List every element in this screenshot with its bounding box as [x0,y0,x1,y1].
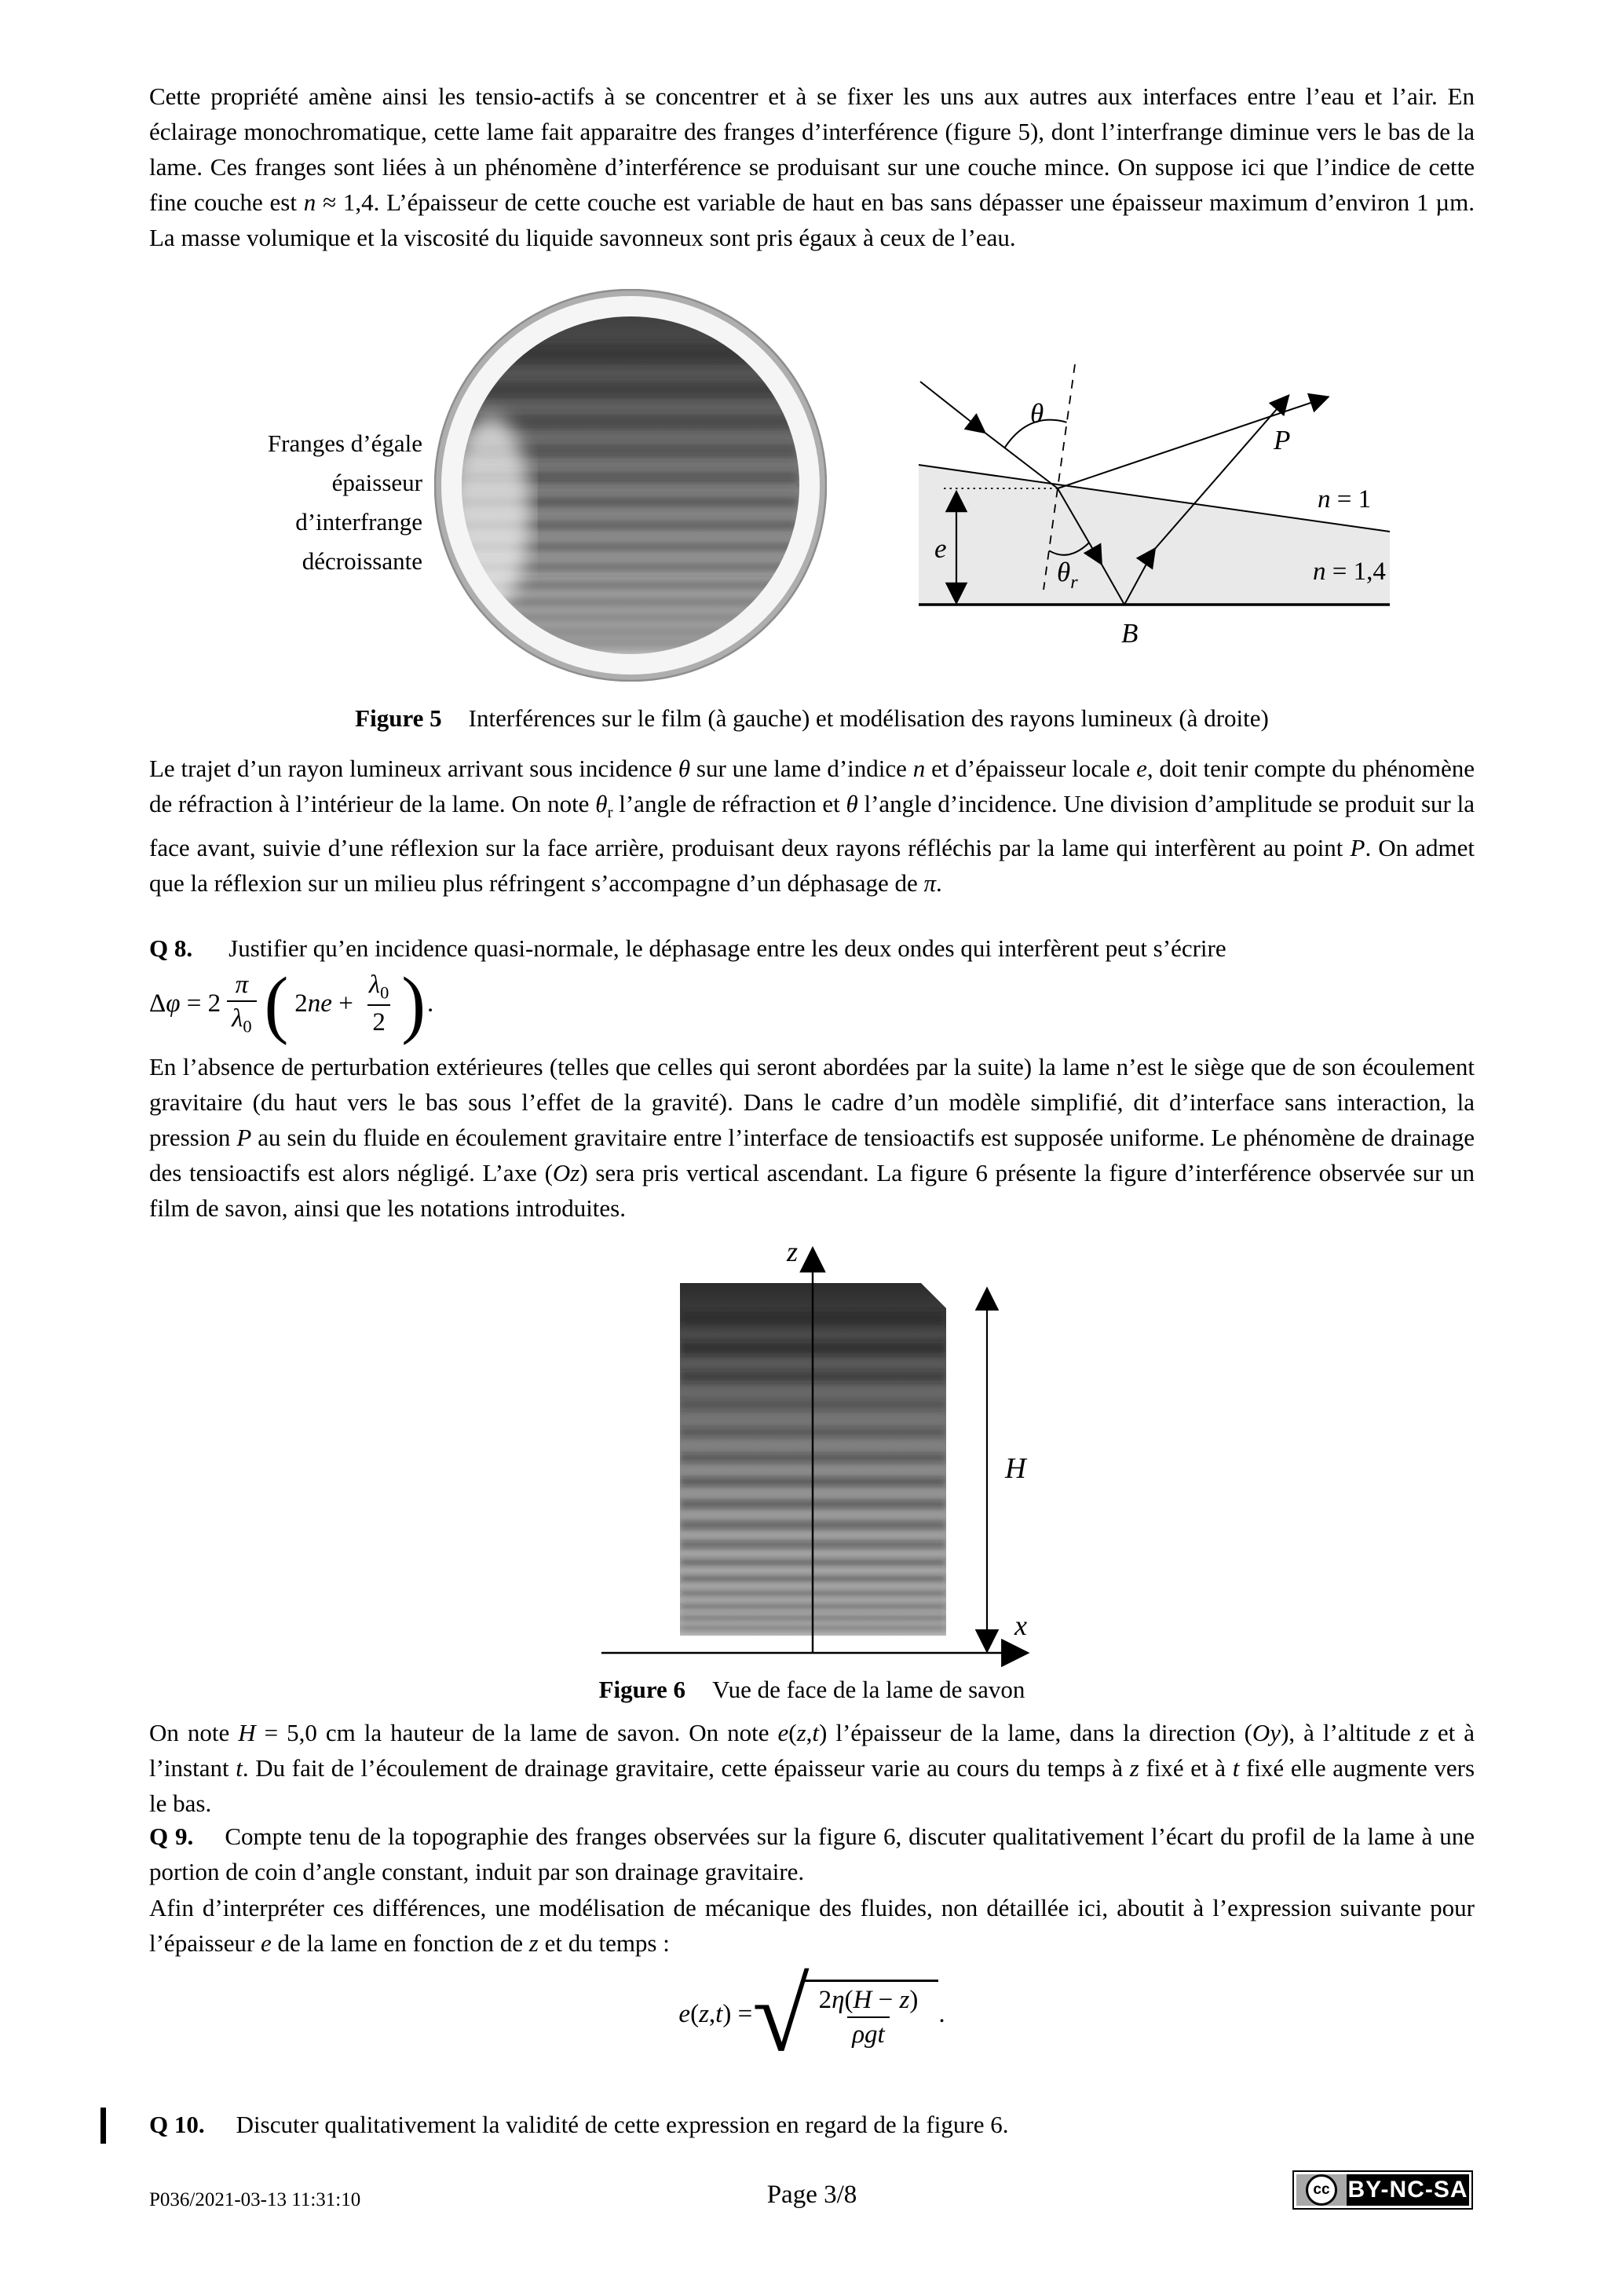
figure6-caption-text: Vue de face de la lame de savon [712,1676,1025,1703]
height-definition-paragraph: On note H = 5,0 cm la hauteur de la lame de savon. On note e(z,t) l’épaisseur de la lame, dans la direction (Oy), à l’altitude z et à l’instant t. Du fait de l’écoulement de drainage gravitaire, cette épaisseur varie au cours du temps à z fixé et à t fixé elle augmente vers le bas. [149,1719,1475,1817]
B-label: B [1121,618,1139,649]
side-label-line: Franges d’égale [267,430,422,457]
cc-license-badge [1292,2170,1473,2210]
question-9-label: Q 9. [149,1823,194,1850]
index-air-label: n = 1 [1318,485,1372,514]
z-axis-label: z [787,1236,799,1267]
theta-r-label: $\theta_r$ [1057,557,1078,593]
figure5-film-photo [434,289,827,682]
cc-logo-panel [1294,2172,1347,2208]
figure6-caption [149,1676,1475,1704]
intro-paragraph: Cette propriété amène ainsi les tensio-actifs à se concentrer et à se fixer les uns aux autres aux interfaces entre l’eau et l’air. En éclairage monochromatique, cette lame fait apparaitre des franges d’interférence (figure 5), dont l’interfrange diminue vers le bas de la lame. Ces franges sont liées à un phénomène d’interférence se produisant sur une couche mince. On suppose ici que l’indice de cette fine couche est n ≈ 1,4. L’épaisseur de cette couche est variable de haut en bas sans dépasser une épaisseur maximum d’environ 1 µm. La masse volumique et la viscosité du liquide savonneux sont pris égaux à ceux de l’eau. [149,82,1475,251]
side-label-line: épaisseur [331,469,422,496]
question-8-label: Q 8. [149,934,193,962]
figure5-side-label [146,424,422,581]
ray-path-paragraph: Le trajet d’un rayon lumineux arrivant sous incidence θ sur une lame d’indice n et d’épaisseur locale e, doit tenir compte du phénomène de réfraction à l’intérieur de la lame. On note $\theta_r$ l’angle de réfraction et θ l’angle d’incidence. Une division d’amplitude se produit sur la face avant, suivie d’une réflexion sur la face arrière, produisant deux rayons réfléchis par la lame qui interfèrent au point P. On admet que la réflexion sur un milieu plus réfringent s’accompagne d’un déphasage de π. [149,755,1475,898]
model-intro-paragraph: Afin d’interpréter ces différences, une modélisation de mécanique des fluides, non détaillée ici, aboutit à l’expression suivante pour l’épaisseur e de la lame en fonction de z et du temps : [149,1894,1475,1957]
side-label-line: décroissante [302,547,422,575]
question-10-label: Q 10. [149,2111,205,2138]
formula-lhs: Δφ = 2 [149,989,221,1018]
H-label: H [1005,1453,1026,1485]
question-8-text: Justifier qu’en incidence quasi-normale, le déphasage entre les deux ondes qui interfèrent peut s’écrire [228,934,1226,962]
question-9 [149,1819,1475,1889]
theta-label: θ [1030,398,1044,429]
formula-period: . [426,989,434,1018]
index-film-label: n = 1,4 [1313,558,1386,586]
thickness-formula [149,1955,1475,2073]
fraction-under-root: $\frac{2\eta(H - z)}{\text{ρgt}}$ [818,1986,919,2049]
figure6-soap-film-front-view [581,1233,1052,1673]
figure5-caption [149,704,1475,733]
square-root: √ $\frac{2\eta(H - z)}{\text{ρgt}}$ [752,1980,938,2048]
fraction-lambda0-2: $\frac{\lambda_0}{2}$ [368,970,389,1036]
figure6-caption-tag: Figure 6 [598,1676,686,1703]
figure5-caption-tag: Figure 5 [355,704,442,732]
fraction-pi-lambda0: $\frac{\pi}{\lambda_0}$ [227,971,257,1036]
question-9-text: Compte tenu de la topographie des franges observées sur la figure 6, discuter qualitativement l’écart du profil de la lame à une portion de coin d’angle constant, induit par son drainage gravitaire. [149,1823,1475,1885]
footer-page-number: Page 3/8 [766,2181,857,2209]
phase-shift-formula: Δφ = 2 $\frac{\pi}{\lambda_0}$ ( 2ne + $\frac{\lambda_0}{2}$ ) . [149,961,434,1046]
side-label-line: d’interfrange [295,508,422,536]
e-label: e [934,533,947,564]
cc-logo-icon: cc [1306,2174,1337,2206]
radicand [802,1980,939,2048]
formula-term: 2ne + [294,989,353,1018]
footer-document-id: P036/2021-03-13 11:31:10 [149,2189,361,2210]
question-10-text: Discuter qualitativement la validité de cette expression en regard de la figure 6. [236,2111,1009,2138]
formula-lhs: e(z,t) = [678,1999,753,2028]
figure5-ray-diagram [903,330,1555,667]
question-10 [149,2107,1475,2142]
x-axis-label: x [1014,1610,1027,1641]
P-label: P [1274,425,1291,455]
figure5-caption-text: Interférences sur le film (à gauche) et modélisation des rayons lumineux (à droite) [468,704,1269,732]
gravity-flow-paragraph: En l’absence de perturbation extérieures (telles que celles qui seront abordées par la suite) la lame n’est le siège que de son écoulement gravitaire (du haut vers le bas sous l’effet de la gravité). Dans le cadre d’un modèle simplifié, dit d’interface sans interaction, la pression P au sein du fluide en écoulement gravitaire entre l’interface de tensioactifs est supposée uniforme. Le phénomène de drainage des tensioactifs est alors négligé. L’axe (Oz) sera pris vertical ascendant. La figure 6 présente la figure d’interférence observée sur un film de savon, ainsi que les notations introduites. [149,1053,1475,1222]
formula-period: . [938,1999,945,2028]
change-bar [101,2108,106,2144]
cc-license-text: BY-NC-SA [1347,2172,1471,2208]
